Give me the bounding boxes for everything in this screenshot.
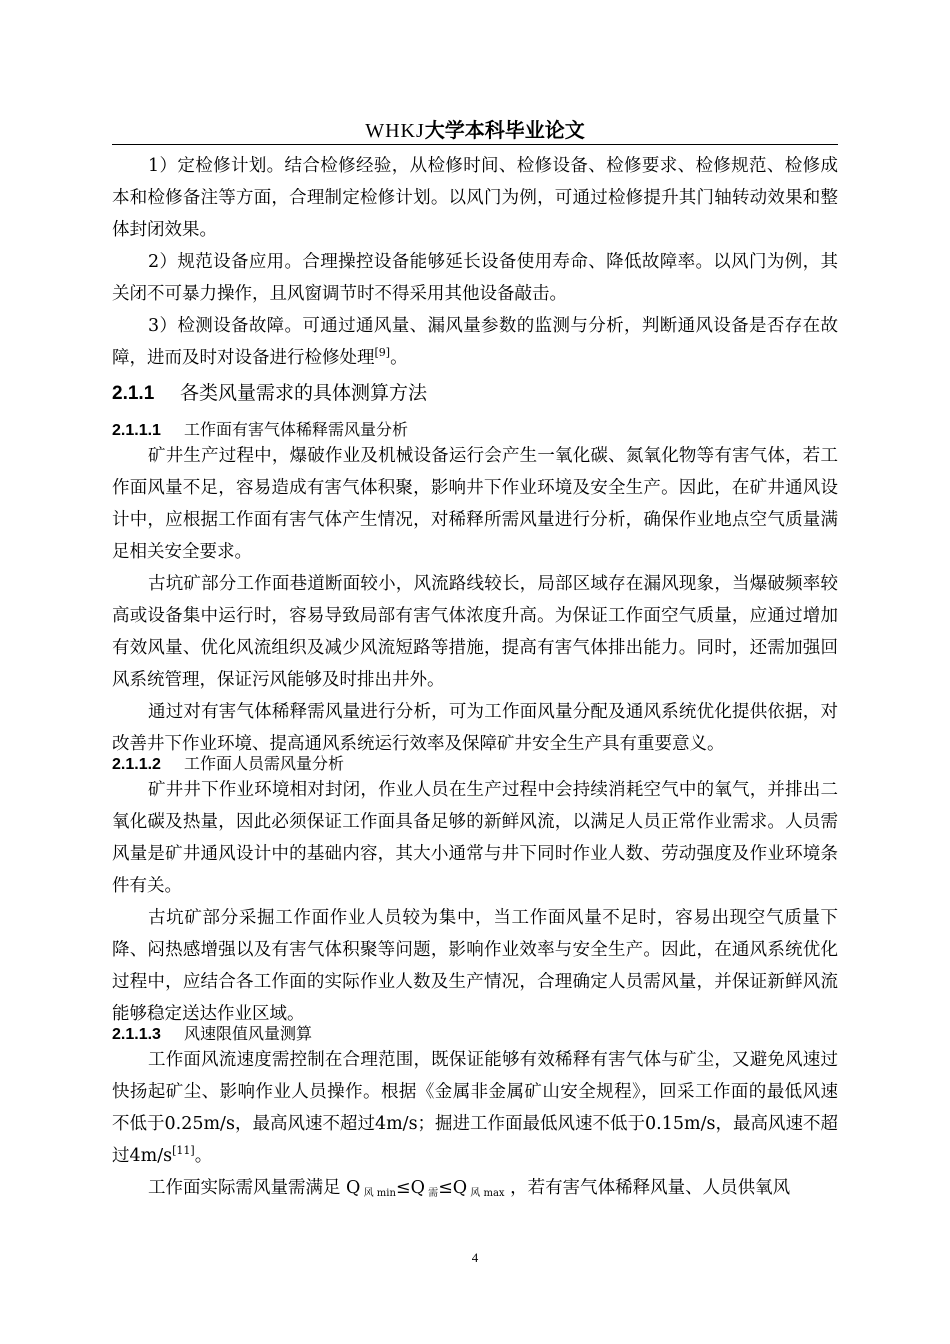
condition-text-b: ≤Q	[395, 1178, 425, 1198]
paragraph-fault-detection	[112, 310, 838, 374]
paragraph-maintenance-plan: 1）定检修计划。结合检修经验，从检修时间、检修设备、检修要求、检修规范、检修成本和检修备注等方面，合理制定检修计划。以风门为例，可通过检修提升其门轴转动效果和整体封闭效果。	[112, 156, 838, 240]
section-title: 工作面有害气体稀释需风量分析	[184, 420, 409, 439]
section-title: 工作面人员需风量分析	[184, 754, 345, 773]
fault-detection-text: 3）检测设备故障。可通过通风量、漏风量参数的监测与分析，判断通风设备是否存在故障，进而及时对设备进行检修处理	[112, 316, 838, 368]
subscript-wind-max: 风 max	[467, 1188, 505, 1199]
paragraph-personnel-air-intro: 矿井井下作业环境相对封闭，作业人员在生产过程中会持续消耗空气中的氧气，并排出二氧化碳及热量，因此必须保证工作面具备足够的新鲜风流，以满足人员正常作业需求。人员需风量是矿井通风设计中的基础内容，其大小通常与井下同时作业人数、劳动强度及作业环境条件有关。	[112, 780, 838, 896]
wind-speed-text: 工作面风流速度需控制在合理范围，既保证能够有效稀释有害气体与矿尘，又避免风速过快扬起矿尘、影响作业人员操作。根据《金属非金属矿山安全规程》，回采工作面的最低风速不低于0.25m/s，最高风速不超过4m/s；掘进工作面最低风速不低于0.15m/s，最高风速不超过4m/s	[112, 1050, 838, 1166]
section-heading-2-1-1	[112, 380, 427, 407]
section-number: 2.1.1.2	[112, 756, 161, 773]
section-title: 风速限值风量测算	[184, 1024, 313, 1043]
header-thesis-title: 大学本科毕业论文	[424, 118, 585, 142]
paragraph-personnel-air-gukeng: 古坑矿部分采掘工作面作业人员较为集中，当工作面风量不足时，容易出现空气质量下降、闷热感增强以及有害气体积聚等问题，影响作业效率与安全生产。因此，在通风系统优化过程中，应结合各工作面的实际作业人数及生产情况，合理确定人员需风量，并保证新鲜风流能够稳定送达作业区域。	[112, 908, 838, 1024]
subscript-wind-min: 风 min	[360, 1188, 396, 1199]
paragraph-harmful-gas-intro: 矿井生产过程中，爆破作业及机械设备运行会产生一氧化碳、氮氧化物等有害气体，若工作面风量不足，容易造成有害气体积聚，影响井下作业环境及安全生产。因此，在矿井通风设计中，应根据工作面有害气体产生情况，对稀释所需风量进行分析，确保作业地点空气质量满足相关安全要求。	[112, 446, 838, 562]
paragraph-harmful-gas-summary: 通过对有害气体稀释需风量进行分析，可为工作面风量分配及通风系统优化提供依据，对改善井下作业环境、提高通风系统运行效率及保障矿井安全生产具有重要意义。	[112, 702, 838, 754]
condition-text-d: ，若有害气体稀释风量、人员供氧风	[504, 1178, 791, 1198]
paragraph-equipment-usage: 2）规范设备应用。合理操控设备能够延长设备使用寿命、降低故障率。以风门为例，其关闭不可暴力操作，且风窗调节时不得采用其他设备敲击。	[112, 252, 838, 304]
subscript-required: 需	[424, 1188, 439, 1199]
wind-speed-end: 。	[194, 1146, 213, 1166]
paragraph-wind-speed-limits	[112, 1044, 838, 1172]
header-school-code: WHKJ	[365, 120, 425, 142]
citation-9: [9]	[374, 346, 391, 359]
fault-detection-end: 。	[390, 348, 408, 368]
citation-11: [11]	[172, 1144, 195, 1157]
paragraph-air-volume-condition	[112, 1172, 838, 1210]
section-number: 2.1.1.3	[112, 1026, 161, 1043]
page-number: 4	[471, 1250, 479, 1265]
paragraph-harmful-gas-gukeng: 古坑矿部分工作面巷道断面较小，风流路线较长，局部区域存在漏风现象，当爆破频率较高或设备集中运行时，容易导致局部有害气体浓度升高。为保证工作面空气质量，应通过增加有效风量、优化风流组织及减少风流短路等措施，提高有害气体排出能力。同时，还需加强回风系统管理，保证污风能够及时排出井外。	[112, 574, 838, 690]
page-header	[0, 116, 950, 145]
header-divider	[112, 144, 838, 145]
condition-text-c: ≤Q	[438, 1178, 468, 1198]
section-number: 2.1.1	[112, 383, 155, 404]
condition-text-a: 工作面实际需风量需满足 Q	[148, 1178, 361, 1198]
section-number: 2.1.1.1	[112, 422, 161, 439]
section-title: 各类风量需求的具体测算方法	[180, 382, 428, 404]
